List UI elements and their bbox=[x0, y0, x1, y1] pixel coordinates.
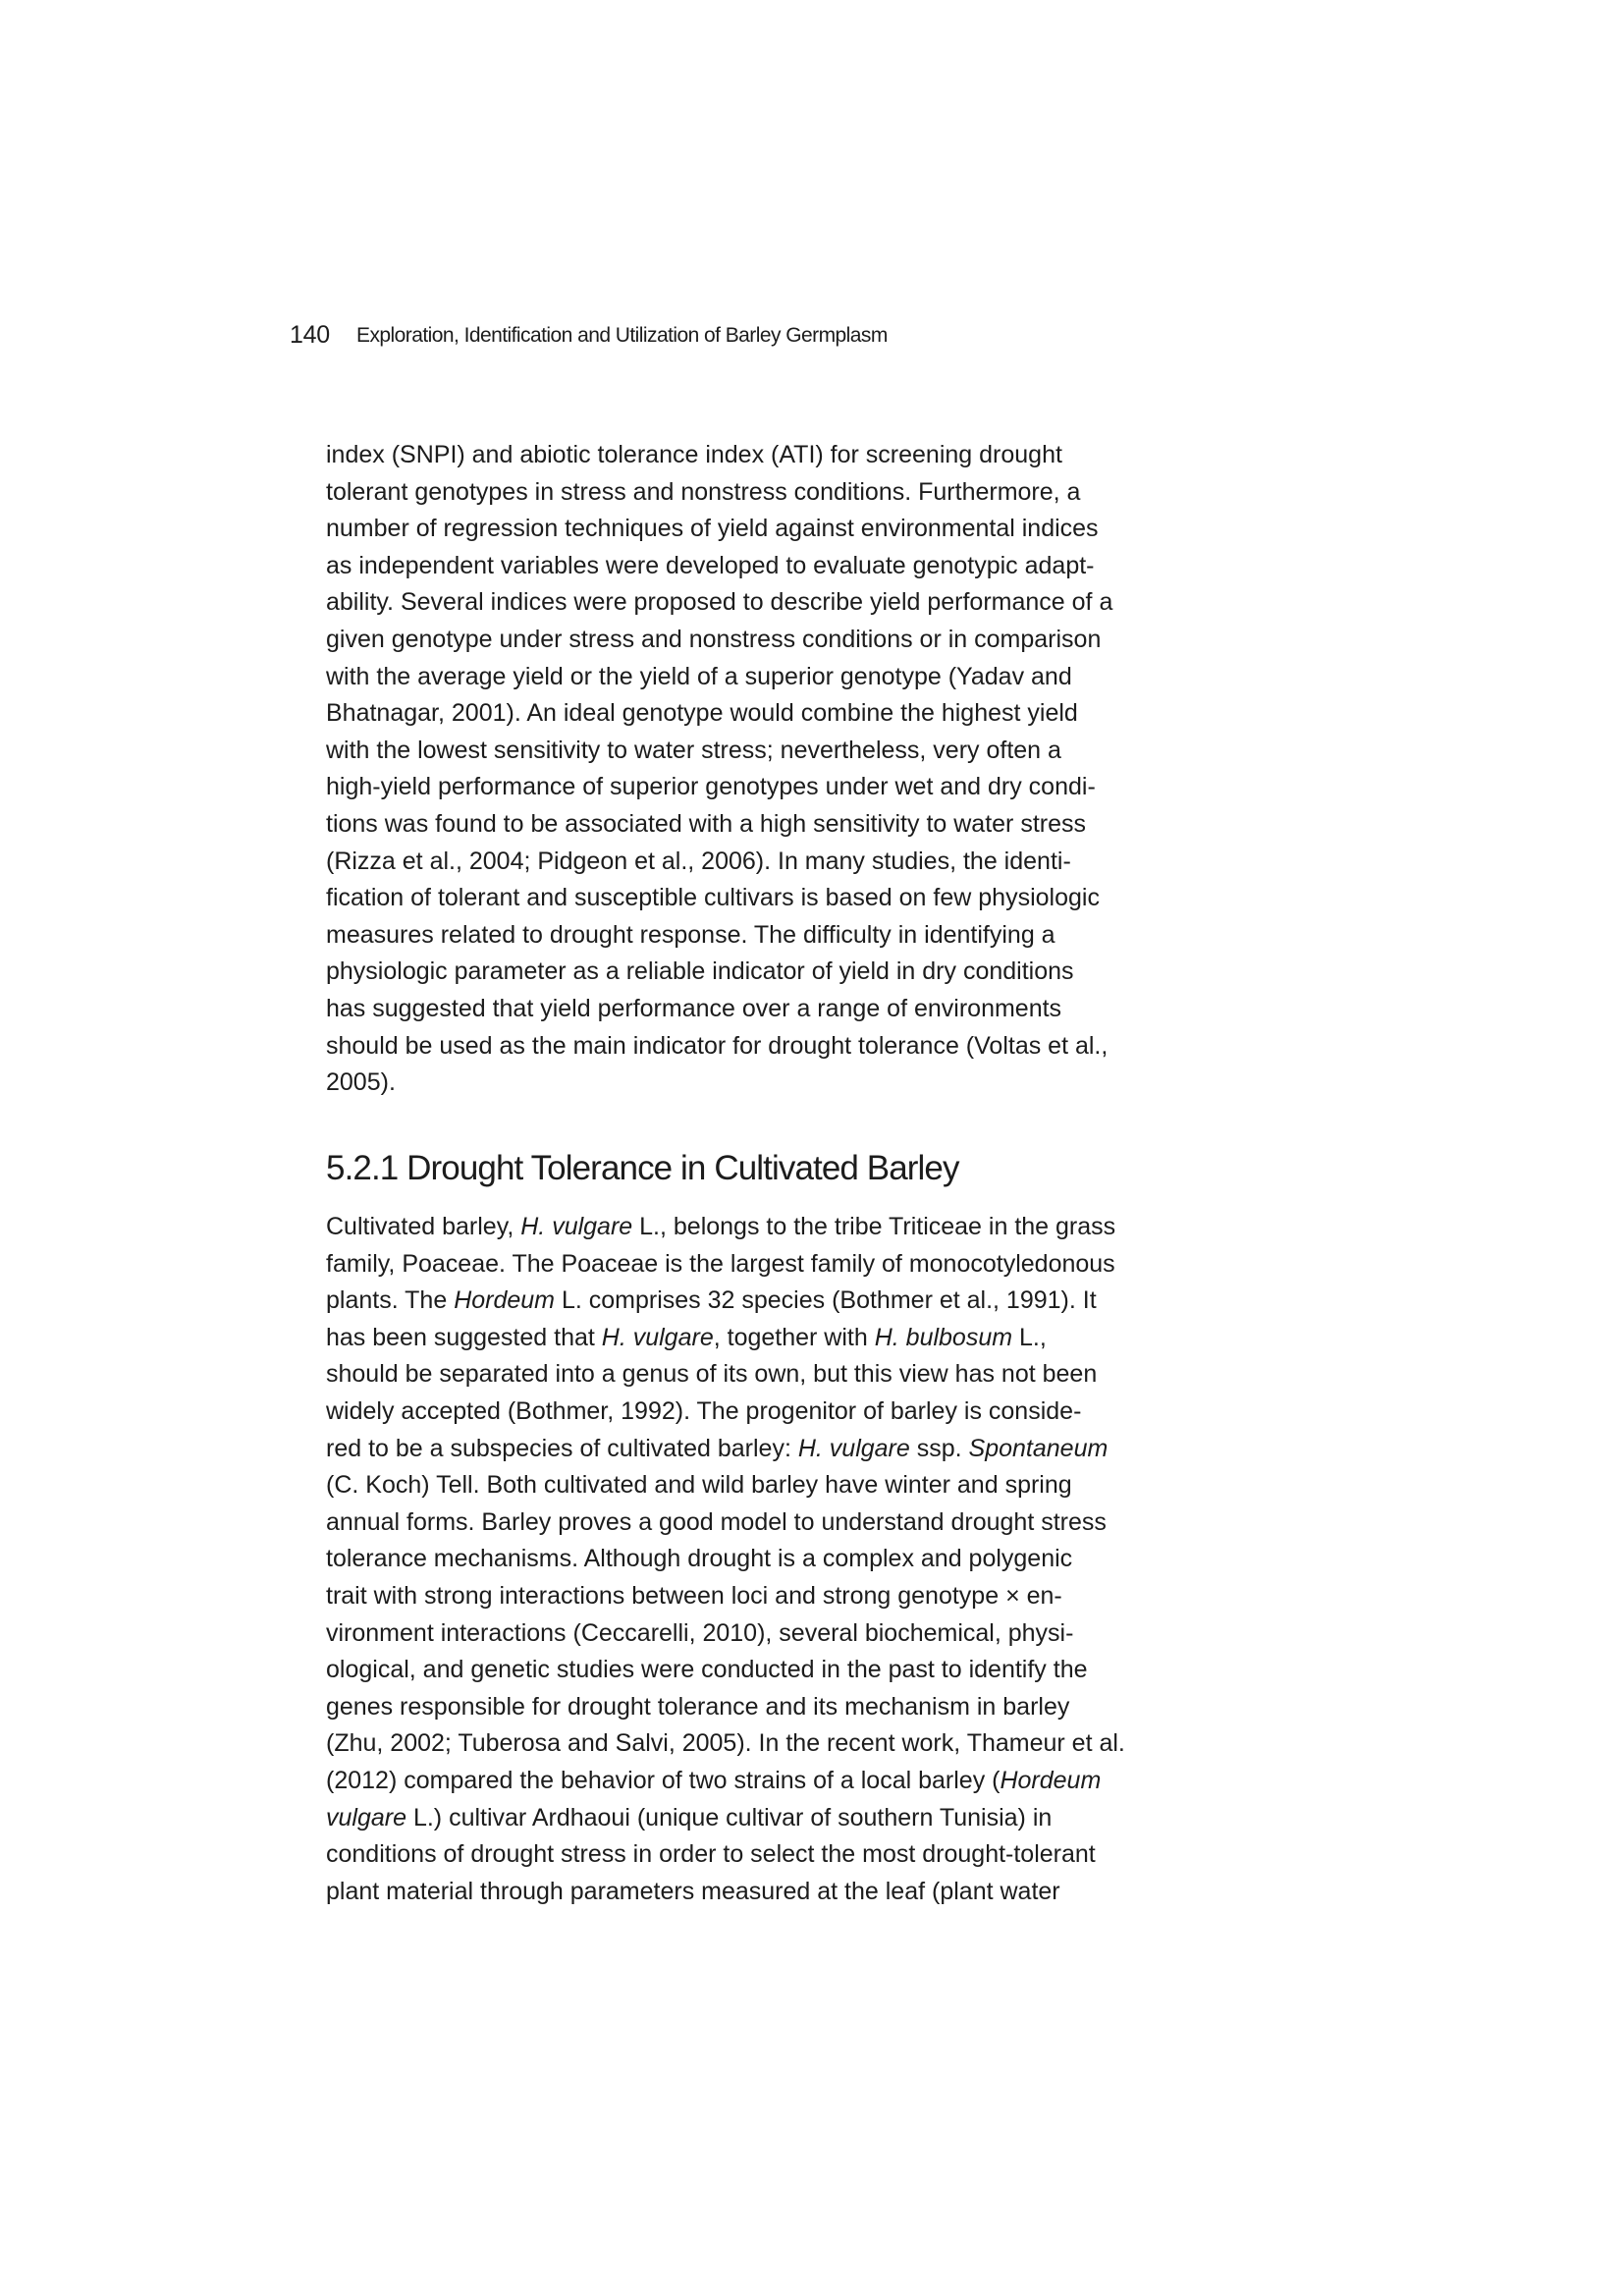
text-line bbox=[326, 1657, 1237, 1694]
text-run: trait with strong interactions between loci and strong genotype × en- bbox=[326, 1582, 1062, 1610]
text-run: has been suggested that bbox=[326, 1323, 602, 1351]
text-line bbox=[326, 848, 1237, 886]
text-line bbox=[326, 996, 1237, 1033]
text-run: , together with bbox=[713, 1323, 875, 1351]
text-line bbox=[326, 958, 1237, 996]
text-run: annual forms. Barley proves a good model to understand drought stress bbox=[326, 1507, 1107, 1536]
text-line bbox=[326, 442, 1237, 479]
text-line bbox=[326, 1620, 1237, 1658]
text-line bbox=[326, 1472, 1237, 1509]
text-line bbox=[326, 1398, 1237, 1436]
text-run: ssp. bbox=[909, 1434, 969, 1462]
italic-term: H. vulgare bbox=[520, 1213, 633, 1240]
text-line bbox=[326, 1583, 1237, 1620]
text-line bbox=[326, 811, 1237, 848]
text-line bbox=[326, 627, 1237, 664]
text-run: should be used as the main indicator for drought tolerance (Voltas et al., bbox=[326, 1031, 1109, 1060]
text-line bbox=[326, 1879, 1237, 1916]
text-run: tions was found to be associated with a high sensitivity to water stress bbox=[326, 810, 1086, 838]
italic-term: H. vulgare bbox=[601, 1323, 714, 1351]
text-line bbox=[326, 1730, 1237, 1768]
text-run: L., bbox=[1012, 1323, 1047, 1351]
text-line bbox=[326, 1033, 1237, 1070]
running-head-title: Exploration, Identification and Utilization of Barley Germplasm bbox=[356, 324, 888, 347]
text-line bbox=[326, 479, 1237, 517]
text-run: 2005). bbox=[326, 1068, 396, 1097]
text-line bbox=[326, 1768, 1237, 1805]
text-run: L. comprises 32 species (Bothmer et al., 1991). It bbox=[555, 1286, 1097, 1315]
text-run: fication of tolerant and susceptible cultivars is based on few physiologic bbox=[326, 884, 1100, 912]
text-line bbox=[326, 553, 1237, 590]
text-run: ability. Several indices were proposed to describe yield performance of a bbox=[326, 588, 1113, 617]
text-run: has suggested that yield performance over a range of environments bbox=[326, 995, 1062, 1022]
text-run: (C. Koch) Tell. Both cultivated and wild barley have winter and spring bbox=[326, 1471, 1072, 1500]
text-line bbox=[326, 774, 1237, 811]
text-line bbox=[326, 1805, 1237, 1842]
text-run: plants. The bbox=[326, 1286, 455, 1315]
text-line bbox=[326, 738, 1237, 775]
text-run: with the lowest sensitivity to water stress; nevertheless, very often a bbox=[326, 736, 1061, 764]
text-run: number of regression techniques of yield against environmental indices bbox=[326, 515, 1099, 543]
text-run: tolerant genotypes in stress and nonstress conditions. Furthermore, a bbox=[326, 477, 1081, 506]
italic-term: Hordeum bbox=[454, 1286, 556, 1315]
text-run: index (SNPI) and abiotic tolerance index (ATI) for screening drought bbox=[326, 441, 1062, 468]
italic-term: vulgare bbox=[326, 1803, 406, 1831]
text-line bbox=[326, 1325, 1237, 1362]
text-line bbox=[326, 1251, 1237, 1288]
text-run: widely accepted (Bothmer, 1992). The progenitor of barley is conside- bbox=[326, 1397, 1082, 1425]
text-line bbox=[326, 516, 1237, 553]
italic-term: H. vulgare bbox=[797, 1434, 910, 1462]
text-run: (Zhu, 2002; Tuberosa and Salvi, 2005). In the recent work, Thameur et al. bbox=[326, 1729, 1125, 1758]
text-run: Bhatnagar, 2001). An ideal genotype would combine the highest yield bbox=[326, 699, 1078, 728]
italic-term: Hordeum bbox=[1000, 1767, 1102, 1794]
text-line bbox=[326, 700, 1237, 738]
text-run: family, Poaceae. The Poaceae is the largest family of monocotyledonous bbox=[326, 1249, 1115, 1278]
text-run: plant material through parameters measured at the leaf (plant water bbox=[326, 1877, 1060, 1905]
section-heading: 5.2.1 Drought Tolerance in Cultivated Barley bbox=[326, 1149, 959, 1187]
text-run: as independent variables were developed to evaluate genotypic adapt- bbox=[326, 551, 1095, 579]
text-line bbox=[326, 589, 1237, 627]
page-number: 140 bbox=[290, 321, 330, 349]
text-run: measures related to drought response. The difficulty in identifying a bbox=[326, 920, 1055, 949]
text-line bbox=[326, 1361, 1237, 1398]
text-run: Cultivated barley, bbox=[326, 1213, 521, 1240]
text-run: (Rizza et al., 2004; Pidgeon et al., 2006). In many studies, the identi- bbox=[326, 847, 1071, 875]
text-line bbox=[326, 664, 1237, 701]
text-run: tolerance mechanisms. Although drought is a complex and polygenic bbox=[326, 1545, 1073, 1573]
text-line bbox=[326, 1214, 1237, 1251]
text-run: genes responsible for drought tolerance and its mechanism in barley bbox=[326, 1692, 1070, 1721]
text-run: vironment interactions (Ceccarelli, 2010), several biochemical, physi- bbox=[326, 1618, 1074, 1647]
italic-term: H. bulbosum bbox=[874, 1323, 1013, 1351]
text-run: high-yield performance of superior genotypes under wet and dry condi- bbox=[326, 773, 1096, 801]
text-line bbox=[326, 1546, 1237, 1583]
text-run: L.) cultivar Ardhaoui (unique cultivar of southern Tunisia) in bbox=[406, 1803, 1053, 1831]
text-line bbox=[326, 1509, 1237, 1547]
text-run: physiologic parameter as a reliable indicator of yield in dry conditions bbox=[326, 957, 1074, 986]
text-line bbox=[326, 1069, 1237, 1107]
text-line bbox=[326, 1694, 1237, 1731]
text-line bbox=[326, 922, 1237, 959]
text-line bbox=[326, 1287, 1237, 1325]
text-run: red to be a subspecies of cultivated barley: bbox=[326, 1434, 798, 1462]
text-line bbox=[326, 1436, 1237, 1473]
text-line bbox=[326, 885, 1237, 922]
text-run: conditions of drought stress in order to select the most drought-tolerant bbox=[326, 1840, 1096, 1869]
text-run: with the average yield or the yield of a superior genotype (Yadav and bbox=[326, 662, 1072, 690]
text-run: ological, and genetic studies were conducted in the past to identify the bbox=[326, 1656, 1088, 1684]
italic-term: Spontaneum bbox=[968, 1434, 1109, 1462]
text-run: (2012) compared the behavior of two strains of a local barley ( bbox=[326, 1767, 1001, 1794]
text-run: given genotype under stress and nonstress conditions or in comparison bbox=[326, 626, 1102, 653]
text-run: L., belongs to the tribe Triticeae in the grass bbox=[632, 1213, 1116, 1240]
text-line bbox=[326, 1841, 1237, 1879]
text-run: should be separated into a genus of its own, but this view has not been bbox=[326, 1360, 1098, 1389]
